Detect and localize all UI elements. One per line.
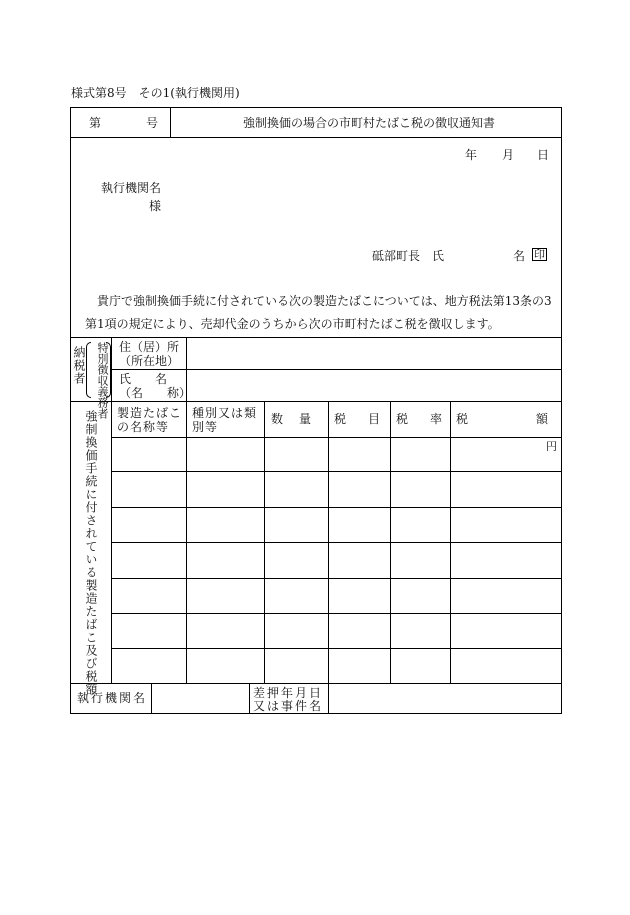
col-header-tax-rate: 税率 xyxy=(396,412,465,426)
date-month: 月 xyxy=(502,148,515,162)
form-caption: 様式第8号 その1(執行機関用) xyxy=(71,86,240,100)
footer-date-label-2: 又は事件名 xyxy=(253,699,324,713)
header-bottom-line xyxy=(71,137,561,138)
taxpayer-outer-label: 納税者 xyxy=(72,346,86,385)
brace-right xyxy=(106,342,111,398)
detail-row-line-6 xyxy=(111,613,561,614)
detail-row-line-5 xyxy=(111,578,561,579)
taxpayer-bottom-line xyxy=(71,401,561,402)
notice-form xyxy=(70,107,617,714)
unit-yen: 円 xyxy=(546,440,557,453)
addressee-org-label: 執行機関名 xyxy=(101,181,162,195)
number-label-go: 号 xyxy=(146,116,159,130)
detail-row-line-4 xyxy=(111,542,561,543)
taxpayer-mid-line xyxy=(111,369,561,370)
date-year: 年 xyxy=(465,148,478,162)
detail-row-line-7 xyxy=(111,648,561,649)
address-label: 住（居）所 xyxy=(119,340,180,354)
addressee-honorific: 様 xyxy=(149,199,162,213)
col-header-tax-amount: 税額 xyxy=(456,412,617,426)
col-header-name: 製造たばこの名称等 xyxy=(117,406,183,434)
header-divider xyxy=(170,108,171,137)
detail-row-line-3 xyxy=(111,507,561,508)
issuer-title: 砥部町長 xyxy=(372,249,421,263)
col-header-category: 種別又は類別等 xyxy=(192,406,258,434)
address-sub-label: （所在地） xyxy=(119,354,180,368)
seal-mark: 印 xyxy=(534,248,545,261)
notice-bottom-line xyxy=(71,337,561,338)
footer-date-label-1: 差押年月日 xyxy=(253,686,324,700)
footer-org-label: 執行機関名 xyxy=(77,691,148,705)
taxpayer-inner-label: 特別徴収義務者 xyxy=(96,342,109,419)
name-sub-label: （名 称） xyxy=(119,386,192,400)
footer-divider-3 xyxy=(328,683,329,713)
notice-text: 貴庁で強制換価手続に付されている次の製造たばこについては、地方税法第13条の3第1項の規定により、売却代金のうちから次の市町村たばこ税を徴収します。 xyxy=(85,294,552,331)
form-title: 強制換価の場合の市町村たばこ税の徴収通知書 xyxy=(243,116,496,130)
footer-divider-1 xyxy=(151,683,152,713)
date-day: 日 xyxy=(537,148,550,162)
number-label-dai: 第 xyxy=(89,116,102,130)
detail-side-label: 強制換価手続に付されている製造たばこ及び税額 xyxy=(84,410,98,696)
detail-row-line-1 xyxy=(111,437,561,438)
col-header-quantity: 数量 xyxy=(271,412,328,426)
detail-bottom-line xyxy=(71,683,561,684)
footer-divider-2 xyxy=(249,683,250,713)
col-header-tax-item: 税目 xyxy=(334,412,403,426)
issuer-mei: 名 xyxy=(513,249,526,263)
issuer-shi: 氏 xyxy=(432,249,445,263)
name-label: 氏 名 xyxy=(119,372,168,386)
detail-row-line-2 xyxy=(111,471,561,472)
